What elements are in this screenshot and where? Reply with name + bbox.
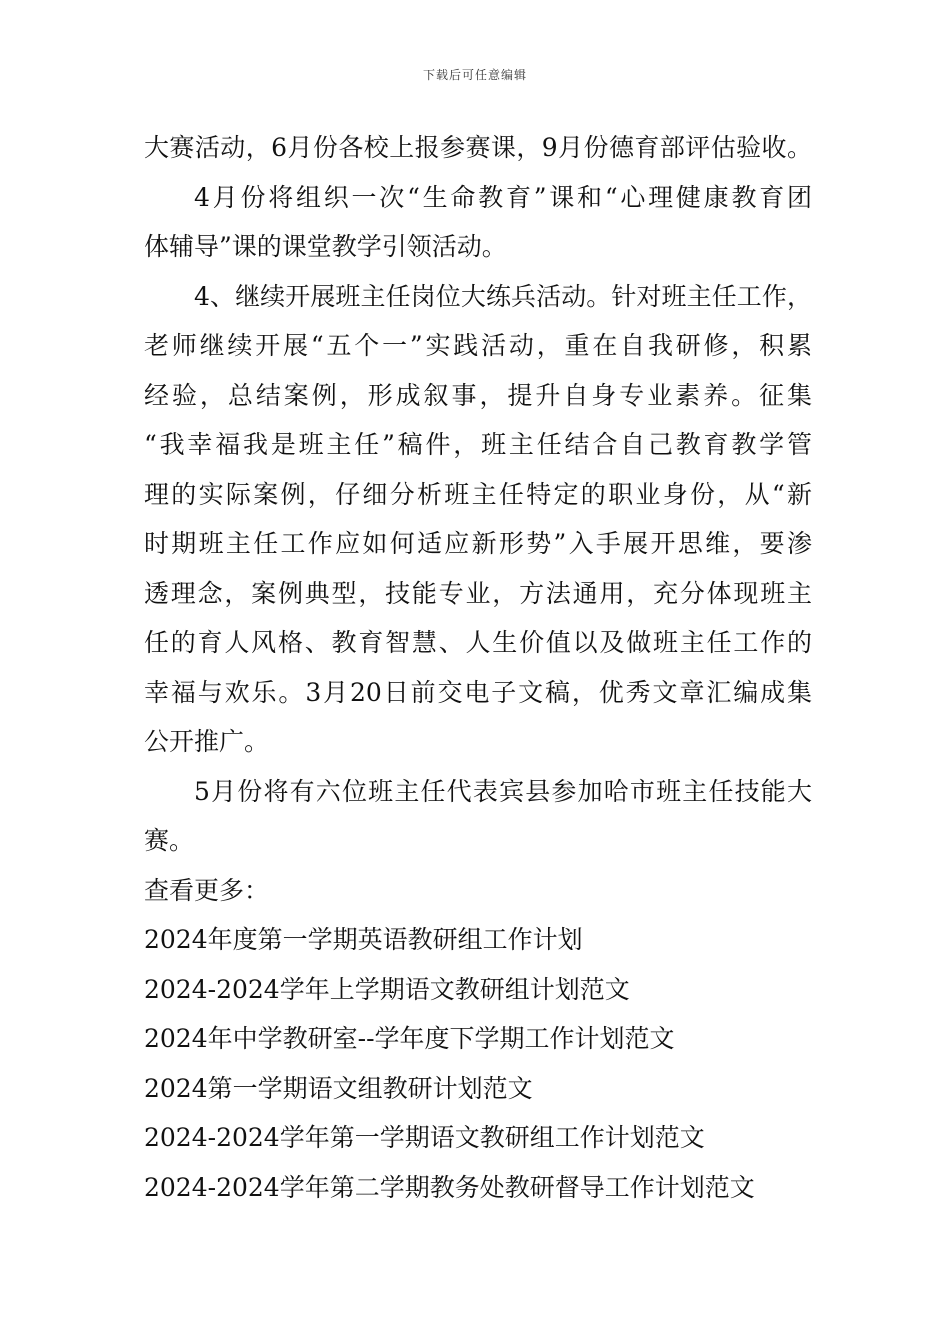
more-link-item[interactable]: 2024年度第一学期英语教研组工作计划 xyxy=(144,925,583,954)
body-line: 经验，总结案例，形成叙事，提升自身专业素养。征集 xyxy=(144,380,812,410)
body-line: 老师继续开展“五个一”实践活动，重在自我研修，积累 xyxy=(144,331,812,360)
body-line: 5月份将有六位班主任代表宾县参加哈市班主任技能大 xyxy=(194,776,812,806)
body-line: 体辅导”课的课堂教学引领活动。 xyxy=(144,232,507,261)
see-more-heading: 查看更多： xyxy=(144,875,270,905)
body-line: “我幸福我是班主任”稿件，班主任结合自己教育教学管 xyxy=(144,430,812,459)
body-line: 幸福与欢乐。3月20日前交电子文稿，优秀文章汇编成集 xyxy=(144,677,812,707)
body-line: 透理念，案例典型，技能专业，方法通用，充分体现班主 xyxy=(144,578,812,608)
document-body xyxy=(144,123,812,1212)
body-line: 4、继续开展班主任岗位大练兵活动。针对班主任工作， xyxy=(194,281,812,311)
more-link-item[interactable]: 2024年中学教研室--学年度下学期工作计划范文 xyxy=(144,1024,675,1053)
more-link-item[interactable]: 2024第一学期语文组教研计划范文 xyxy=(144,1073,533,1103)
body-line: 公开推广。 xyxy=(144,727,270,756)
body-line: 任的育人风格、教育智慧、人生价值以及做班主任工作的 xyxy=(144,628,812,657)
more-link-item[interactable]: 2024-2024学年上学期语文教研组计划范文 xyxy=(144,974,630,1004)
more-links-list xyxy=(144,915,812,1212)
body-line: 大赛活动，6月份各校上报参赛课，9月份德育部评估验收。 xyxy=(144,133,812,162)
page-header-note: 下载后可任意编辑 xyxy=(422,68,527,82)
body-line: 4月份将组织一次“生命教育”课和“心理健康教育团 xyxy=(194,182,812,212)
more-link-item[interactable]: 2024-2024学年第二学期教务处教研督导工作计划范文 xyxy=(144,1172,755,1202)
body-line: 理的实际案例，仔细分析班主任特定的职业身份，从“新 xyxy=(144,479,812,509)
body-line: 赛。 xyxy=(144,826,195,855)
body-line: 时期班主任工作应如何适应新形势”入手展开思维，要渗 xyxy=(144,529,812,558)
more-link-item[interactable]: 2024-2024学年第一学期语文教研组工作计划范文 xyxy=(144,1123,705,1152)
